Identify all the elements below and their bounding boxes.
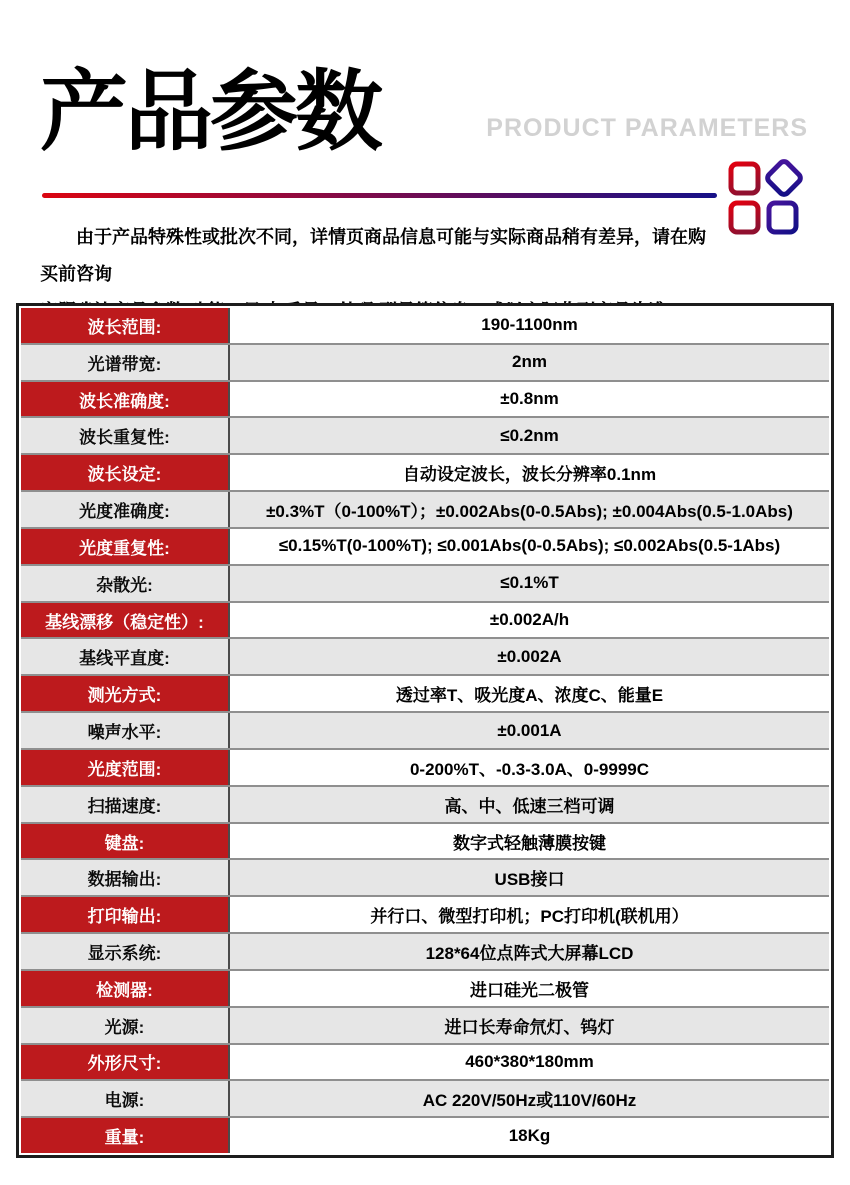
table-row — [21, 748, 829, 785]
spec-label: 数据输出: — [21, 860, 230, 895]
table-row — [21, 343, 829, 380]
spec-value: 2nm — [230, 345, 829, 380]
spec-label: 打印输出: — [21, 897, 230, 932]
spec-label: 光源: — [21, 1008, 230, 1043]
spec-value: USB接口 — [230, 860, 829, 895]
spec-value: 0-200%T、-0.3-3.0A、0-9999C — [230, 750, 829, 785]
spec-label: 光度范围: — [21, 750, 230, 785]
spec-label: 显示系统: — [21, 934, 230, 969]
spec-label: 杂散光: — [21, 566, 230, 601]
table-row — [21, 932, 829, 969]
spec-label: 检测器: — [21, 971, 230, 1006]
square-outline-icon — [731, 164, 758, 193]
table-row — [21, 822, 829, 859]
spec-value: 18Kg — [230, 1118, 829, 1153]
table-row — [21, 1079, 829, 1116]
table-row — [21, 858, 829, 895]
spec-value: 高、中、低速三档可调 — [230, 787, 829, 822]
spec-value: ≤0.1%T — [230, 566, 829, 601]
spec-label: 电源: — [21, 1081, 230, 1116]
spec-value: ±0.002A/h — [230, 603, 829, 638]
decorative-shapes — [726, 155, 804, 239]
spec-value: 进口长寿命氘灯、钨灯 — [230, 1008, 829, 1043]
spec-label: 测光方式: — [21, 676, 230, 711]
table-row — [21, 380, 829, 417]
table-row — [21, 1116, 829, 1153]
table-row — [21, 308, 829, 343]
spec-value: AC 220V/50Hz或110V/60Hz — [230, 1081, 829, 1116]
spec-value: ±0.3%T（0-100%T）；±0.002Abs(0-0.5Abs); ±0.004Abs(0.5-1.0Abs) — [230, 492, 829, 527]
table-row — [21, 564, 829, 601]
spec-value: 透过率T、吸光度A、浓度C、能量E — [230, 676, 829, 711]
table-row — [21, 785, 829, 822]
square-outline-icon — [731, 203, 758, 232]
spec-label: 扫描速度: — [21, 787, 230, 822]
table-row — [21, 969, 829, 1006]
table-row — [21, 711, 829, 748]
diamond-outline-icon — [766, 160, 803, 197]
table-row — [21, 490, 829, 527]
table-row — [21, 674, 829, 711]
spec-value: 128*64位点阵式大屏幕LCD — [230, 934, 829, 969]
spec-value: ±0.002A — [230, 639, 829, 674]
spec-label: 波长准确度: — [21, 382, 230, 417]
spec-label: 光谱带宽: — [21, 345, 230, 380]
table-row — [21, 601, 829, 638]
spec-value: ±0.001A — [230, 713, 829, 748]
spec-label: 键盘: — [21, 824, 230, 859]
spec-value: 进口硅光二极管 — [230, 971, 829, 1006]
table-row — [21, 527, 829, 564]
spec-label: 波长范围: — [21, 308, 230, 343]
spec-label: 光度准确度: — [21, 492, 230, 527]
spec-value: 并行口、微型打印机；PC打印机(联机用） — [230, 897, 829, 932]
square-outline-icon — [769, 203, 796, 232]
spec-value: 460*380*180mm — [230, 1045, 829, 1080]
page-title: 产品参数 — [40, 62, 381, 161]
spec-label: 光度重复性: — [21, 529, 230, 564]
spec-label: 外形尺寸: — [21, 1045, 230, 1080]
page-subtitle: PRODUCT PARAMETERS — [486, 114, 808, 142]
disclaimer-line-1: 由于产品特殊性或批次不同，详情页商品信息可能与实际商品稍有差异，请在购买前咨询 — [40, 227, 706, 284]
table-row — [21, 1006, 829, 1043]
spec-value: ±0.8nm — [230, 382, 829, 417]
spec-label: 重量: — [21, 1118, 230, 1153]
table-row — [21, 453, 829, 490]
spec-value: 自动设定波长，波长分辨率0.1nm — [230, 455, 829, 490]
spec-value: ≤0.15%T(0-100%T); ≤0.001Abs(0-0.5Abs); ≤0.002Abs(0.5-1Abs) — [230, 529, 829, 564]
spec-label: 波长设定: — [21, 455, 230, 490]
spec-label: 基线平直度: — [21, 639, 230, 674]
spec-value: 190-1100nm — [230, 308, 829, 343]
table-row — [21, 416, 829, 453]
spec-value: ≤0.2nm — [230, 418, 829, 453]
gradient-divider — [42, 193, 717, 198]
spec-value: 数字式轻触薄膜按键 — [230, 824, 829, 859]
table-row — [21, 637, 829, 674]
spec-label: 波长重复性: — [21, 418, 230, 453]
spec-table — [16, 303, 834, 1158]
table-row — [21, 1043, 829, 1080]
table-row — [21, 895, 829, 932]
spec-label: 噪声水平: — [21, 713, 230, 748]
spec-label: 基线漂移（稳定性）: — [21, 603, 230, 638]
